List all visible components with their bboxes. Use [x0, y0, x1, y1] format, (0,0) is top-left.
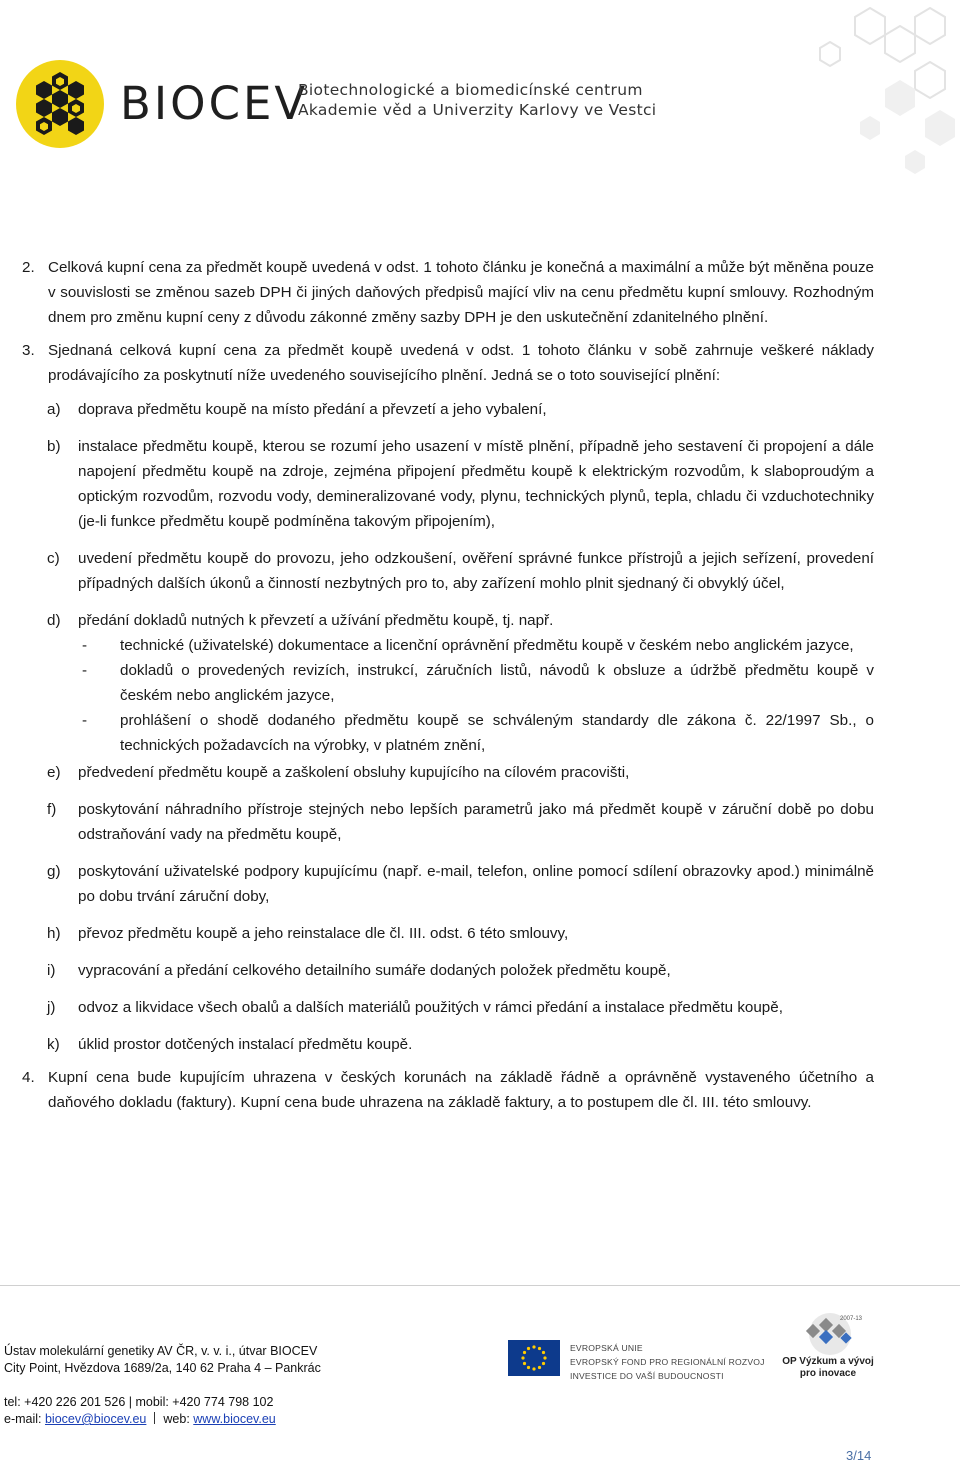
email-web-line: [4, 1411, 276, 1428]
dash-item-1: [22, 633, 874, 658]
logo-wordmark: BIOCEV: [120, 77, 309, 130]
subtitle-line-2: Akademie věd a Univerzity Karlovy ve Vestci: [298, 101, 657, 119]
page-number: 3/14: [846, 1448, 872, 1463]
list-label: k): [47, 1036, 60, 1053]
list-text: úklid prostor dotčených instalací předmětu koupě.: [78, 1036, 413, 1053]
paragraph-2: [22, 255, 874, 330]
web-label: web:: [163, 1412, 194, 1426]
paragraph-3: [22, 338, 874, 388]
list-text: poskytování náhradního přístroje stejných nebo lepších parametrů jako má předmět koupě v záruční době po dobu odstraňování vady na předmětu koupě,: [78, 801, 874, 843]
list-text: vypracování a předání celkového detailního sumáře dodaných položek předmětu koupě,: [78, 962, 671, 979]
subtitle-line-1: Biotechnologické a biomedicínské centrum: [298, 81, 643, 99]
list-label: i): [47, 962, 56, 979]
email-link[interactable]: biocev@biocev.eu: [44, 1412, 147, 1426]
eu-line-1: EVROPSKÁ UNIE: [570, 1343, 643, 1353]
list-label: j): [47, 999, 56, 1016]
op-vavpi-text: [772, 1356, 884, 1380]
dash-marker: -: [82, 712, 88, 729]
eu-line-3: INVESTICE DO VAŠÍ BUDOUCNOSTI: [570, 1371, 724, 1381]
paragraph-number: 2.: [22, 259, 35, 276]
dash-text: prohlášení o shodě dodaného předmětu koupě se schváleným standardy dle zákona č. 22/1997 Sb., o technických požadavcích na výrobky, v platném znění,: [120, 712, 874, 754]
list-label: d): [47, 612, 61, 629]
page-header: [0, 0, 960, 200]
biocev-logo-icon: [14, 58, 106, 150]
dash-marker: -: [82, 662, 88, 679]
list-label: c): [47, 550, 60, 567]
list-text: předvedení předmětu koupě a zaškolení obsluhy kupujícího na cílovém pracovišti,: [78, 764, 630, 781]
op-line-1: OP Výzkum a vývoj: [782, 1356, 874, 1367]
address-line-1: Ústav molekulární genetiky AV ČR, v. v. i., útvar BIOCEV: [4, 1344, 318, 1358]
list-item-f: [22, 797, 874, 847]
list-item-c: [22, 546, 874, 596]
list-text: odvoz a likvidace všech obalů a dalších materiálů použitých v rámci předání a instalace předmětu koupě,: [78, 999, 783, 1016]
list-label: e): [47, 764, 61, 781]
dash-item-2: [22, 658, 874, 708]
paragraph-number: 4.: [22, 1069, 35, 1086]
list-text: převoz předmětu koupě a jeho reinstalace dle čl. III. odst. 6 této smlouvy,: [78, 925, 569, 942]
dash-marker: -: [82, 637, 88, 654]
list-item-j: [22, 995, 874, 1020]
list-item-a: [22, 397, 874, 422]
eu-funding-text: [570, 1341, 765, 1383]
paragraph-4: [22, 1065, 874, 1115]
footer-divider: [0, 1285, 960, 1286]
list-text: doprava předmětu koupě na místo předání a převzetí a jeho vybalení,: [78, 401, 547, 418]
separator: [154, 1412, 155, 1424]
contract-text: [22, 255, 874, 1115]
list-label: b): [47, 438, 61, 455]
paragraph-text: Kupní cena bude kupujícím uhrazena v českých korunách na základě řádně a oprávněně vystaveného účetního a daňového dokladu (faktury). Kupní cena bude uhrazena na základě faktury, a to postupem dle čl. III. této smlouvy.: [48, 1069, 874, 1111]
list-item-e: [22, 760, 874, 785]
eu-line-2: EVROPSKÝ FOND PRO REGIONÁLNÍ ROZVOJ: [570, 1357, 765, 1367]
dash-item-3: [22, 708, 874, 758]
list-item-b: [22, 434, 874, 534]
list-text: instalace předmětu koupě, kterou se rozumí jeho usazení v místě plnění, případně jeho sestavení či propojení a dále napojení předmětu koupě na zdroje, zejména připojení předmětu koupě k elektrickým rozvodům, k slaboproudým a optickým rozvodům, rozvodu vody, demineralizované vody, plynu, technických plynů, tepla, chladu či vzduchotechniky (je-li funkce předmětu koupě podmíněna takovým připojením),: [78, 438, 874, 530]
paragraph-text: Celková kupní cena za předmět koupě uvedená v odst. 1 tohoto článku je konečná a maximální a může být měněna pouze v souvislosti se změnou sazeb DPH či jiných daňových předpisů mající vliv na cenu předmětu kupní smlouvy. Rozhodným dnem pro změnu kupní ceny z důvodu zákonné změny sazby DPH je den uskutečnění zdanitelného plnění.: [48, 259, 874, 326]
list-label: g): [47, 863, 61, 880]
institution-subtitle: [298, 80, 656, 120]
list-text: uvedení předmětu koupě do provozu, jeho odzkoušení, ověření správné funkce přístrojů a jejich seřízení, provedení případných dalších úkonů a činností nezbytných pro to, aby zařízení mohlo plnit sjednaný či obvyklý účel,: [78, 550, 874, 592]
op-line-2: pro inovace: [799, 1368, 857, 1379]
list-item-g: [22, 859, 874, 909]
list-label: a): [47, 401, 61, 418]
dash-text: technické (uživatelské) dokumentace a licenční oprávnění předmětu koupě v českém nebo anglickém jazyce,: [120, 637, 854, 654]
footer-contact: [4, 1394, 276, 1428]
list-item-h: [22, 921, 874, 946]
footer-address: [4, 1343, 321, 1377]
web-link[interactable]: www.biocev.eu: [193, 1412, 276, 1426]
list-label: h): [47, 925, 61, 942]
email-label: e-mail:: [4, 1412, 45, 1426]
list-text: poskytování uživatelské podpory kupujícímu (např. e-mail, telefon, online pomocí sdílení obrazovky apod.) minimálně po dobu trvání záruční doby,: [78, 863, 874, 905]
address-line-2: City Point, Hvězdova 1689/2a, 140 62 Praha 4 – Pankrác: [4, 1361, 321, 1375]
dash-text: dokladů o provedených revizích, instrukcí, záručních listů, návodů k obsluze a údržbě předmětu koupě v českém nebo anglickém jazyce,: [120, 662, 874, 704]
phone-line: tel: +420 226 201 526 | mobil: +420 774 798 102: [4, 1395, 274, 1409]
decorative-hexagons-icon: [630, 0, 960, 200]
list-item-k: [22, 1032, 874, 1057]
op-years: 2007-13: [840, 1316, 863, 1322]
list-label: f): [47, 801, 57, 818]
list-item-i: [22, 958, 874, 983]
paragraph-text: Sjednaná celková kupní cena za předmět koupě uvedená v odst. 1 tohoto článku v sobě zahrnuje veškeré náklady prodávajícího za poskytnutí níže uvedeného souvisejícího plnění. Jedná se o toto související plnění:: [48, 342, 874, 384]
paragraph-number: 3.: [22, 342, 35, 359]
eu-flag-icon: [508, 1340, 560, 1376]
list-text: předání dokladů nutných k převzetí a užívání předmětu koupě, tj. např.: [78, 612, 554, 629]
list-item-d: [22, 608, 874, 633]
